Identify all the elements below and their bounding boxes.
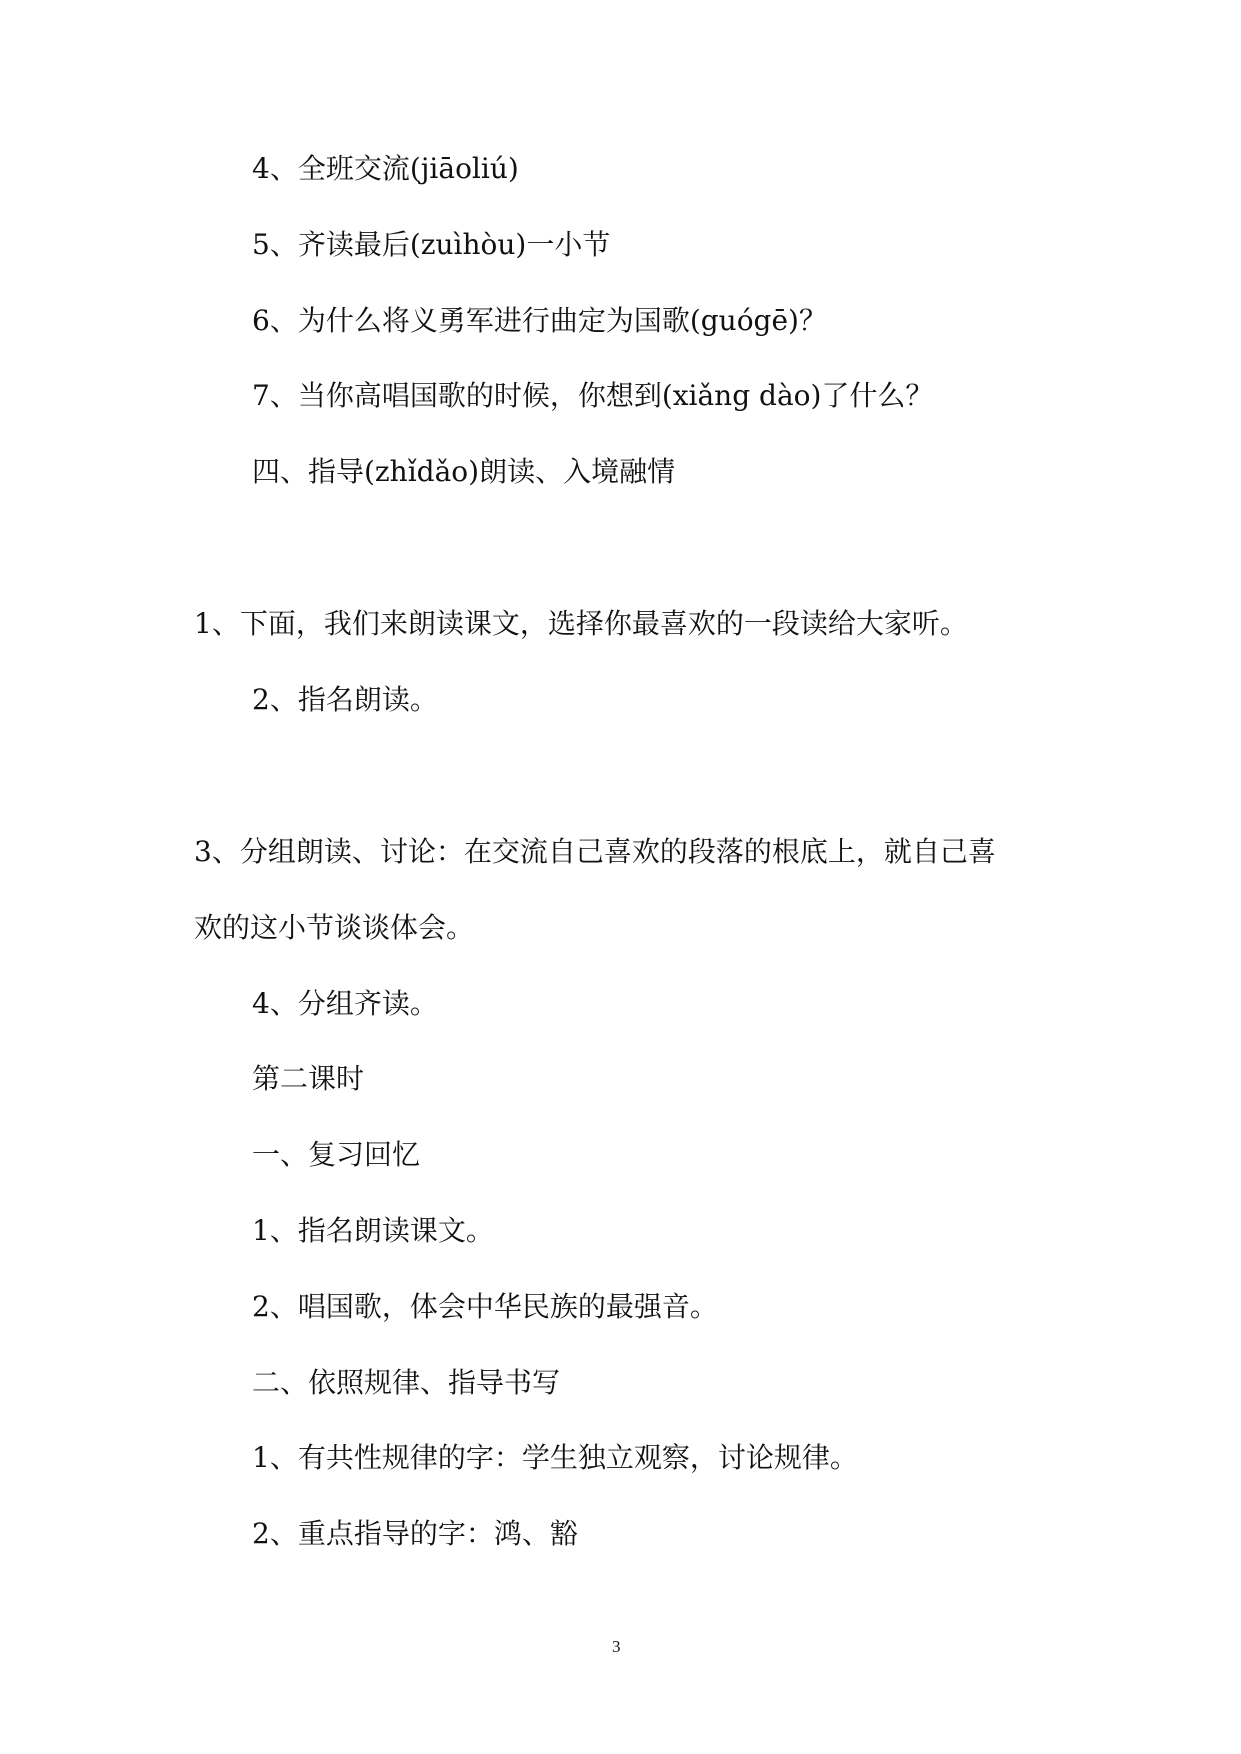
text-line-13: 1、指名朗读课文。 [252,1214,494,1247]
section-heading: 四、指导(zhǐdǎo)朗读、入境融情 [252,455,676,488]
text-line-1: 4、全班交流(jiāoliú) [252,152,519,185]
text-line-9: 欢的这小节谈谈体会。 [194,911,475,944]
text-line-4: 7、当你高唱国歌的时候，你想到(xiǎng dào)了什么？ [252,379,934,412]
text-line-2: 5、齐读最后(zuìhòu)一小节 [252,228,611,261]
page-number: 3 [612,1637,621,1656]
text-line-14: 2、唱国歌，体会中华民族的最强音。 [252,1290,718,1323]
text-line-7: 2、指名朗读。 [252,683,438,716]
text-line-6: 1、下面，我们来朗读课文，选择你最喜欢的一段读给大家听。 [194,607,968,640]
text-line-3: 6、为什么将义勇军进行曲定为国歌(guógē)？ [252,304,827,337]
text-line-10: 4、分组齐读。 [252,987,438,1020]
lesson-title: 第二课时 [252,1062,365,1095]
section-heading: 一、复习回忆 [252,1138,421,1171]
text-line-16: 1、有共性规律的字：学生独立观察，讨论规律。 [252,1441,858,1474]
text-line-17: 2、重点指导的字：鸿、豁 [252,1517,578,1550]
section-heading: 二、依照规律、指导书写 [252,1366,561,1399]
text-line-8: 3、分组朗读、讨论：在交流自己喜欢的段落的根底上，就自己喜 [194,835,996,868]
